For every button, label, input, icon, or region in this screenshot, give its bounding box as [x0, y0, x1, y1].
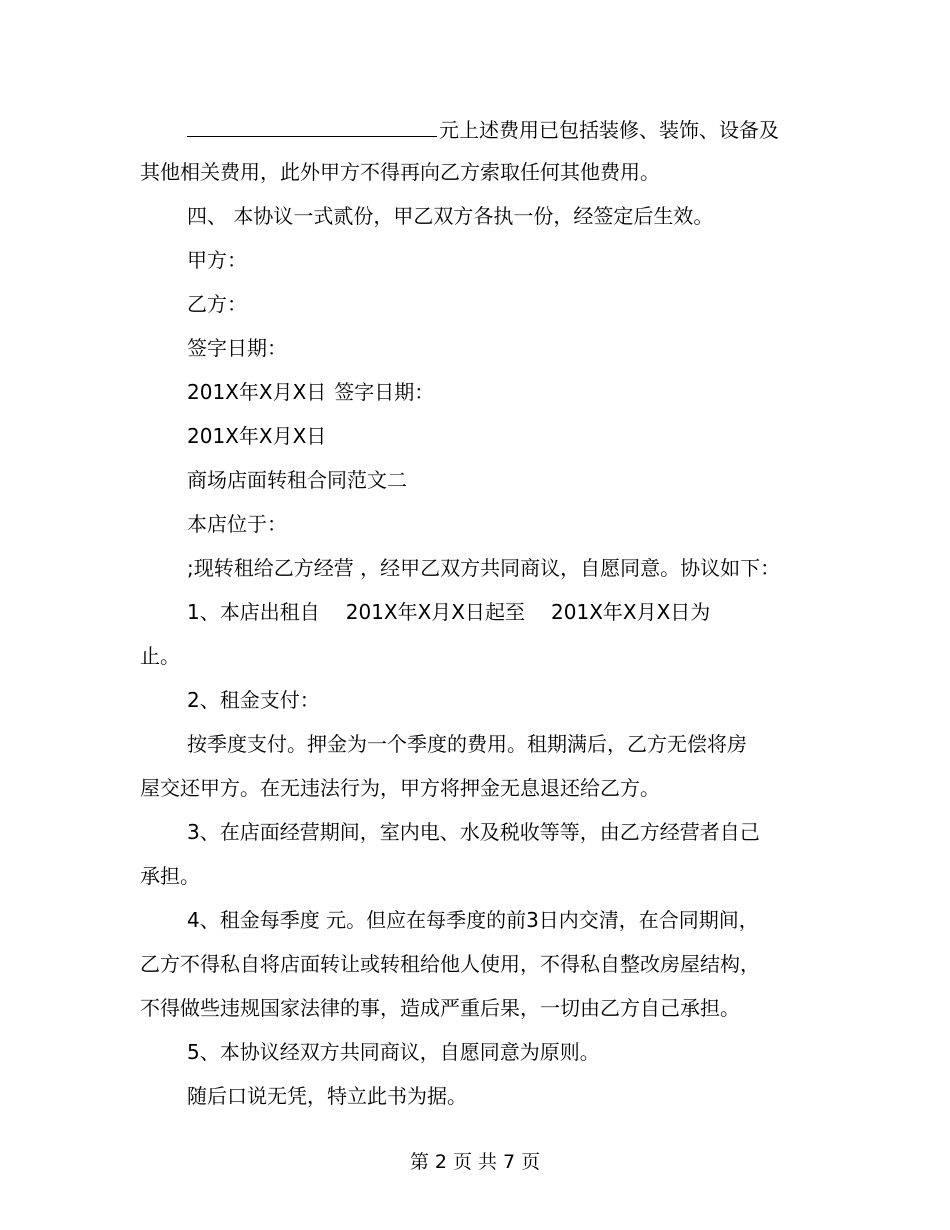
fill-in-blank: [187, 116, 437, 137]
text-line: 按季度支付。押金为一个季度的费用。租期满后，乙方无偿将房: [187, 732, 747, 756]
text-line: 承担。: [140, 864, 200, 888]
text-line-fee-clause: 元上述费用已包括装修、装饰、设备及: [187, 116, 779, 142]
text-line-clause-4b: 4、租金每季度 元。但应在每季度的前3日内交清，在合同期间，: [187, 908, 759, 932]
text-line-clause-1: 1、本店出租自 201X年X月X日起至 201X年X月X日为: [187, 600, 711, 624]
party-a-label: 甲方：: [187, 248, 247, 272]
text-line-clause-4: 四、 本协议一式贰份，甲乙双方各执一份，经签定后生效。: [187, 204, 714, 228]
text-line: 不得做些违规国家法律的事，造成严重后果，一切由乙方自己承担。: [140, 996, 740, 1020]
date-value: 201X年X月X日: [187, 424, 327, 448]
date-value: 201X年X月X日: [187, 380, 327, 404]
text-line-clause-3: 3、在店面经营期间，室内电、水及税收等等，由乙方经营者自己: [187, 820, 760, 844]
sign-date-line: [187, 380, 434, 404]
sign-date-label: 签字日期：: [187, 336, 287, 360]
text-line-clause-5: 5、本协议经双方共同商议，自愿同意为原则。: [187, 1040, 600, 1064]
text-line-location: 本店位于：: [187, 512, 287, 536]
text-line-intro: ;现转租给乙方经营 ，经甲乙双方共同商议，自愿同意。协议如下：: [187, 556, 781, 580]
text-line: 止。: [140, 644, 180, 668]
section-title: 商场店面转租合同范文二: [187, 468, 407, 492]
text-line: 屋交还甲方。在无违法行为，甲方将押金无息退还给乙方。: [140, 776, 660, 800]
party-b-label: 乙方：: [187, 292, 247, 316]
text-line: 其他相关费用，此外甲方不得再向乙方索取任何其他费用。: [140, 160, 660, 184]
text-line: 乙方不得私自将店面转让或转租给他人使用，不得私自整改房屋结构，: [140, 952, 760, 976]
text-line-closing: 随后口说无凭，特立此书为据。: [187, 1084, 467, 1108]
sign-date-label: 签字日期：: [334, 380, 435, 404]
text-line-clause-2: 2、租金支付：: [187, 688, 320, 712]
page-number-footer: 第 2 页 共 7 页: [409, 1151, 541, 1173]
